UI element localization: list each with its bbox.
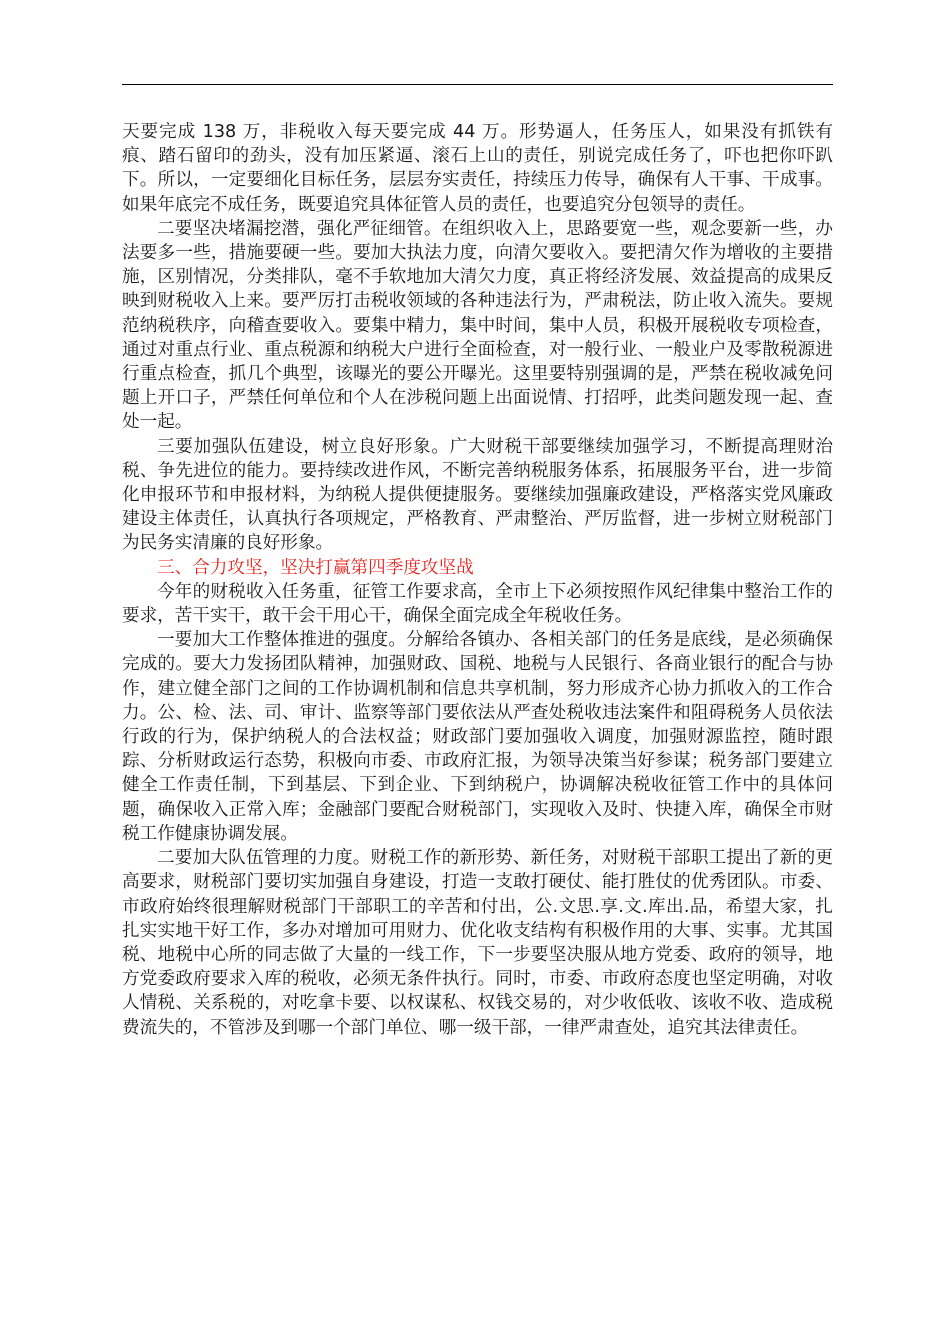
paragraph-1: 天要完成 138 万，非税收入每天要完成 44 万。形势逼人，任务压人，如果没有抓铁有痕、踏石留印的劲头，没有加压紧逼、滚石上山的责任，别说完成任务了，吓也把你吓趴下。所以，一定要细化目标任务，层层夯实责任，持续压力传导，确保有人干事、干成事。如果年底完不成任务，既要追究具体征管人员的责任，也要追究分包领导的责任。: [122, 122, 833, 215]
section-heading-3: 三、合力攻坚，坚决打赢第四季度攻坚战: [157, 557, 474, 578]
paragraph-6: 二要加大队伍管理的力度。财税工作的新形势、新任务，对财税干部职工提出了新的更高要求，财税部门要切实加强自身建设，打造一支敢打硬仗、能打胜仗的优秀团队。市委、市政府始终很理解财税部门干部职工的辛苦和付出，公.文思.享.文.库出.品，希望大家，扎扎实实地干好工作，多办对增加可用财力、优化收支结构有积极作用的大事、实事。尤其国税、地税中心所的同志做了大量的一线工作，下一步要坚决服从地方党委、政府的领导，地方党委政府要求入库的税收，必须无条件执行。同时，市委、市政府态度也坚定明确，对收人情税、关系税的，对吃拿卡要、以权谋私、权钱交易的，对少收低收、该收不收、造成税费流失的，不管涉及到哪一个部门单位、哪一级干部，一律严肃查处，追究其法律责任。: [122, 848, 833, 1038]
paragraph-3: 三要加强队伍建设，树立良好形象。广大财税干部要继续加强学习，不断提高理财治税、争先进位的能力。要持续改进作风，不断完善纳税服务体系，拓展服务平台，进一步简化申报环节和申报材料，为纳税人提供便捷服务。要继续加强廉政建设，严格落实党风廉政建设主体责任，认真执行各项规定，严格教育、严肃整治、严厉监督，进一步树立财税部门为民务实清廉的良好形象。: [122, 436, 833, 554]
paragraph-5: 一要加大工作整体推进的强度。分解给各镇办、各相关部门的任务是底线，是必须确保完成的。要大力发扬团队精神，加强财政、国税、地税与人民银行、各商业银行的配合与协作，建立健全部门之间的工作协调机制和信息共享机制，努力形成齐心协力抓收入的工作合力。公、检、法、司、审计、监察等部门要依法从严查处税收违法案件和阻碍税务人员依法行政的行为，保护纳税人的合法权益；财政部门要加强收入调度，加强财源监控，随时跟踪、分析财政运行态势，积极向市委、市政府汇报，为领导决策当好参谋；税务部门要建立健全工作责任制，下到基层、下到企业、下到纳税户，协调解决税收征管工作中的具体问题，确保收入正常入库；金融部门要配合财税部门，实现收入及时、快捷入库，确保全市财税工作健康协调发展。: [122, 630, 833, 844]
document-body: [122, 120, 833, 1040]
header-rule: [122, 84, 833, 85]
paragraph-4: 今年的财税收入任务重，征管工作要求高，全市上下必须按照作风纪律集中整治工作的要求，苦干实干，敢干会干用心干，确保全面完成全年税收任务。: [122, 581, 833, 627]
paragraph-2: 二要坚决堵漏挖潜，强化严征细管。在组织收入上，思路要宽一些，观念要新一些，办法要多一些，措施要硬一些。要加大执法力度，向清欠要收入。要把清欠作为增收的主要措施，区别情况，分类排队，毫不手软地加大清欠力度，真正将经济发展、效益提高的成果反映到财税收入上来。要严厉打击税收领域的各种违法行为，严肃税法，防止收入流失。要规范纳税秩序，向稽查要收入。要集中精力，集中时间，集中人员，积极开展税收专项检查，通过对重点行业、重点税源和纳税大户进行全面检查，对一般行业、一般业户及零散税源进行重点检查，抓几个典型，该曝光的要公开曝光。这里要特别强调的是，严禁在税收减免问题上开口子，严禁任何单位和个人在涉税问题上出面说情、打招呼，此类问题发现一起、查处一起。: [122, 218, 833, 433]
